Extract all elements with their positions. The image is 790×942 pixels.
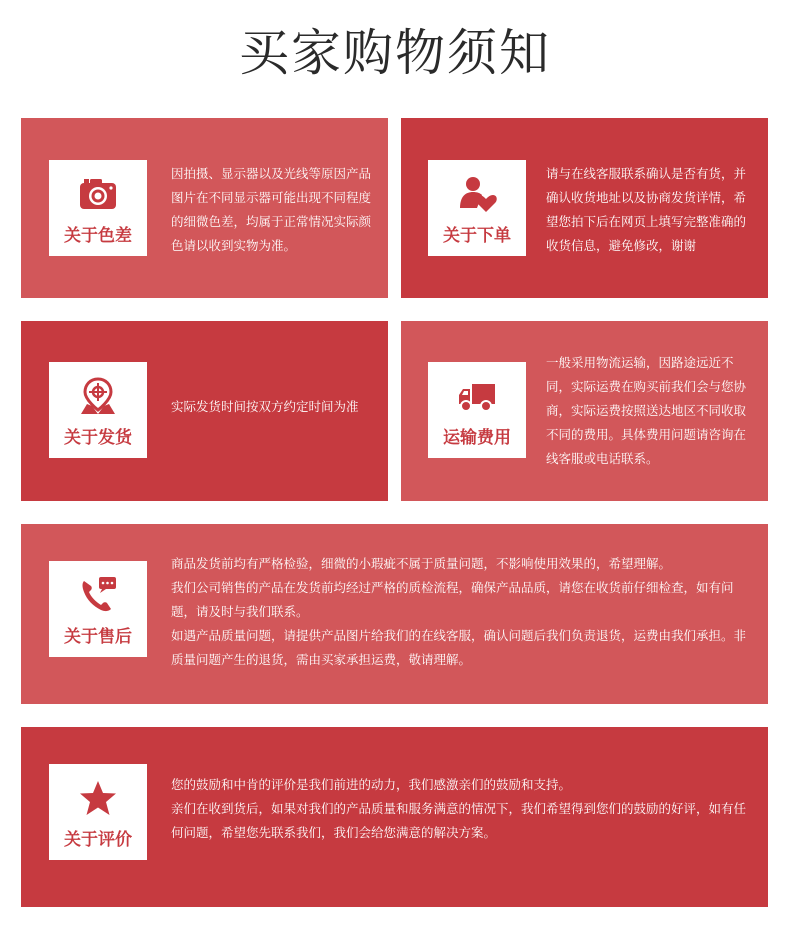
card-label: 关于发货 bbox=[64, 428, 132, 448]
card-label: 关于售后 bbox=[64, 627, 132, 647]
user-heart-icon bbox=[457, 174, 497, 214]
card-text bbox=[171, 552, 746, 672]
icon-box-shipping bbox=[49, 362, 147, 458]
card-text: 实际发货时间按双方约定时间为准 bbox=[171, 399, 359, 414]
card-text: 请与在线客服联系确认是否有货，并确认收货地址以及协商发货详情，希望您拍下后在网页上填写完整准确的收货信息，避免修改，谢谢 bbox=[546, 166, 747, 253]
phone-chat-icon bbox=[78, 575, 118, 615]
page-title: 买家购物须知 bbox=[239, 24, 551, 82]
card-label: 关于下单 bbox=[443, 226, 511, 246]
card-review bbox=[21, 727, 768, 907]
card-text bbox=[171, 773, 746, 845]
card-label: 关于色差 bbox=[64, 226, 132, 246]
card-color-difference bbox=[21, 118, 388, 298]
card-text: 一般采用物流运输，因路途远近不同，实际运费在购买前我们会与您协商，实际运费按照送达地区不同收取不同的费用。具体费用问题请咨询在线客服或电话联系。 bbox=[546, 355, 747, 466]
card-freight bbox=[401, 321, 768, 501]
text-line: 如遇产品质量问题，请提供产品图片给我们的在线客服，确认问题后我们负责退货，运费由我们承担。非质量问题产生的退货，需由买家承担运费，敬请理解。 bbox=[171, 628, 747, 667]
card-text: 因拍摄、显示器以及光线等原因产品图片在不同显示器可能出现不同程度的细微色差，均属于正常情况实际颜色请以收到实物为准。 bbox=[171, 166, 372, 253]
truck-icon bbox=[457, 376, 497, 416]
icon-box-order bbox=[428, 160, 526, 256]
card-label: 运输费用 bbox=[443, 428, 511, 448]
icon-box-review bbox=[49, 764, 147, 860]
star-icon bbox=[78, 778, 118, 818]
card-shipping bbox=[21, 321, 388, 501]
text-line: 亲们在收到货后，如果对我们的产品质量和服务满意的情况下，我们希望得到您们的鼓励的好评，如有任何问题，希望您先联系我们，我们会给您满意的解决方案。 bbox=[171, 801, 747, 840]
location-pin-icon bbox=[78, 376, 118, 416]
icon-box-aftersale bbox=[49, 561, 147, 657]
text-line: 我们公司销售的产品在发货前均经过严格的质检流程，确保产品品质，请您在收货前仔细检查，如有问题，请及时与我们联系。 bbox=[171, 580, 734, 619]
text-line: 您的鼓励和中肯的评价是我们前进的动力，我们感激亲们的鼓励和支持。 bbox=[171, 777, 572, 792]
icon-box-color bbox=[49, 160, 147, 256]
camera-icon bbox=[78, 174, 118, 214]
card-order bbox=[401, 118, 768, 298]
card-after-sale bbox=[21, 524, 768, 704]
icon-box-freight bbox=[428, 362, 526, 458]
card-label: 关于评价 bbox=[64, 830, 132, 850]
text-line: 商品发货前均有严格检验，细微的小瑕疵不属于质量问题，不影响使用效果的，希望理解。 bbox=[171, 556, 672, 571]
